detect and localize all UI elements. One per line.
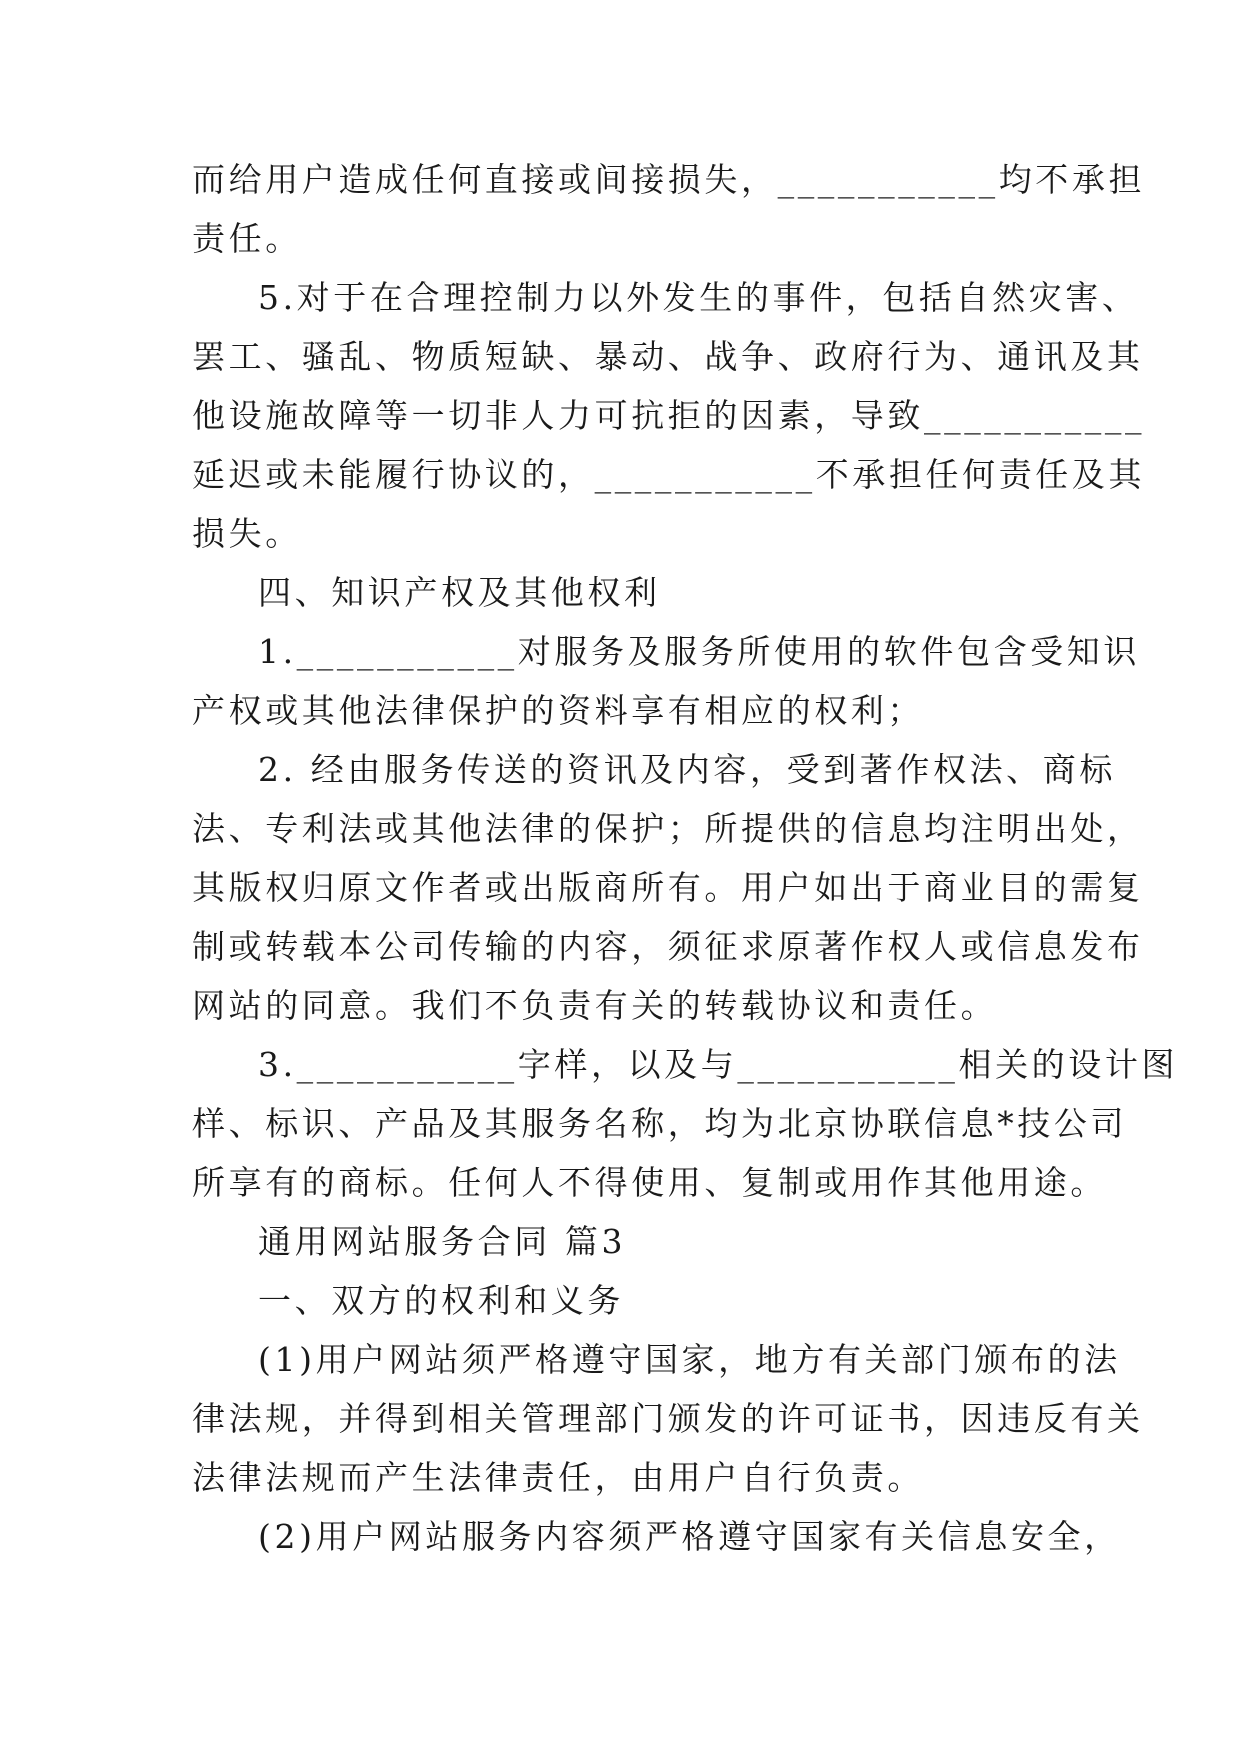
text-line: 其版权归原文作者或出版商所有。用户如出于商业目的需复 [192,868,1144,907]
text-line: 制或转载本公司传输的内容，须征求原著作权人或信息发布 [192,927,1144,966]
text-line: 1.___________对服务及服务所使用的软件包含受知识 [258,632,1140,671]
text-line: 律法规，并得到相关管理部门颁发的许可证书，因违反有关 [192,1399,1144,1438]
document-body [192,150,1179,1566]
text-line: 法、专利法或其他法律的保护；所提供的信息均注明出处， [192,809,1144,848]
text-line: 5.对于在合理控制力以外发生的事件，包括自然灾害、 [258,278,1139,317]
section-title: 通用网站服务合同 篇3 [258,1222,627,1261]
text-line: 延迟或未能履行协议的，___________不承担任何责任及其 [192,455,1146,494]
text-line: 所享有的商标。任何人不得使用、复制或用作其他用途。 [192,1163,1107,1202]
text-line: 罢工、骚乱、物质短缺、暴动、战争、政府行为、通讯及其 [192,337,1144,376]
text-line: 产权或其他法律保护的资料享有相应的权利； [192,691,924,730]
text-line: 责任。 [192,219,302,258]
section-heading: 一、双方的权利和义务 [258,1281,624,1320]
text-line: 损失。 [192,514,302,553]
text-line: 法律法规而产生法律责任，由用户自行负责。 [192,1458,924,1497]
text-line: (2)用户网站服务内容须严格遵守国家有关信息安全， [258,1517,1121,1556]
text-line: 网站的同意。我们不负责有关的转载协议和责任。 [192,986,998,1025]
text-line: (1)用户网站须严格遵守国家，地方有关部门颁布的法 [258,1340,1121,1379]
text-line: 2. 经由服务传送的资讯及内容，受到著作权法、商标 [258,750,1116,789]
text-line: 3.___________字样，以及与___________相关的设计图 [258,1045,1179,1084]
text-line: 样、标识、产品及其服务名称，均为北京协联信息*技公司 [192,1104,1128,1143]
text-line: 他设施故障等一切非人力可抗拒的因素，导致___________ [192,396,1146,435]
section-heading: 四、知识产权及其他权利 [258,573,661,612]
text-line: 而给用户造成任何直接或间接损失，___________均不承担 [192,160,1146,199]
